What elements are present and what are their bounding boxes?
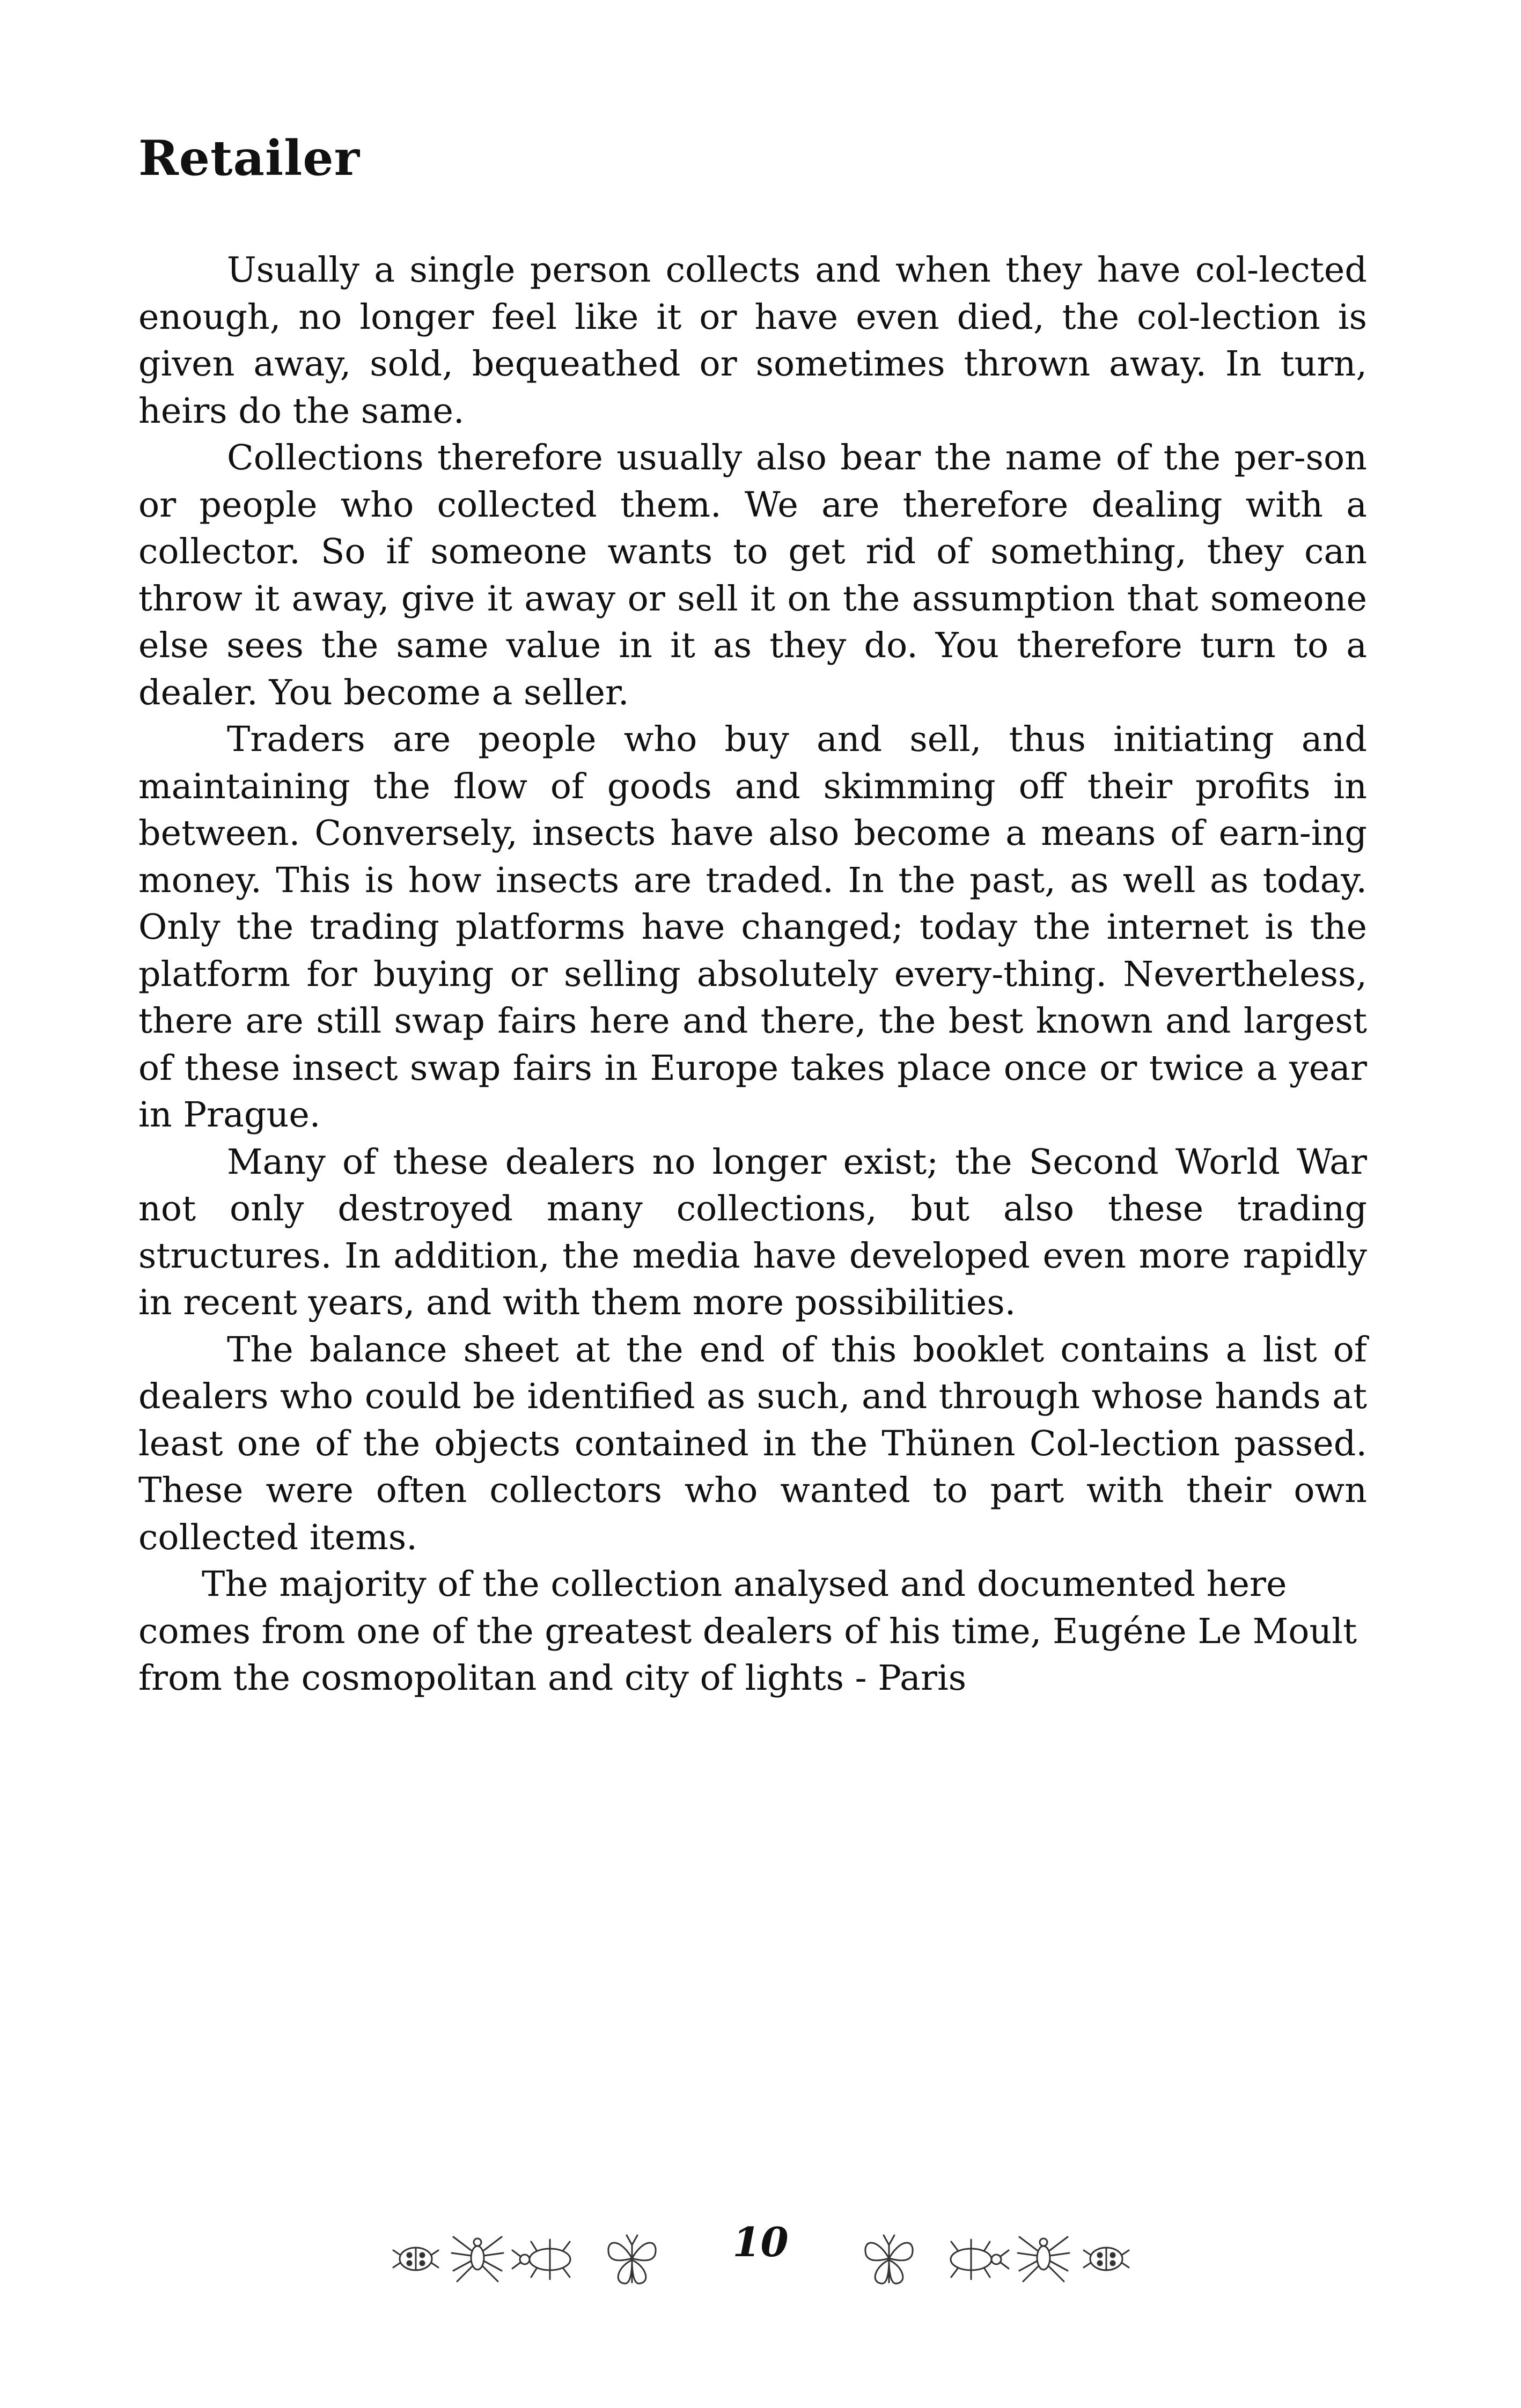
- section-heading: Retailer: [138, 130, 360, 187]
- beetle-icon: [951, 2240, 1009, 2279]
- paragraph-3: Traders are people who buy and sell, thus initiating and maintaining the flow of goods and skimming off their profits in between. Conversely, insects have also become a means of earn-ing money. This is how insects are traded. In the past, as well as today. Only the trading platforms have changed; today the internet is the platform for buying or selling absolutely every-thing. Nevertheless, there are still swap fairs here and there, the best known and largest of these insect swap fairs in Europe takes place once or twice a year in Prague.: [138, 719, 1367, 1135]
- page-footer: [0, 2207, 1521, 2293]
- beetle-icon: [512, 2240, 570, 2279]
- page-number: 10: [732, 2219, 789, 2266]
- spider-icon: [1018, 2237, 1069, 2281]
- paragraph-6: The majority of the collection analysed and documented here comes from one of the greatest dealers of his time, Eugéne Le Moult from the cosmopolitan and city of lights - Paris: [138, 1564, 1357, 1698]
- body-text: [138, 247, 1367, 1702]
- paragraph-1: Usually a single person collects and when they have col-lected enough, no longer feel like it or have even died, the col-lection is given away, sold, bequeathed or sometimes thrown away. In turn, heirs do the same.: [138, 250, 1367, 431]
- butterfly-icon: [865, 2235, 913, 2284]
- paragraph-5: The balance sheet at the end of this booklet contains a list of dealers who could be identified as such, and through whose hands at least one of the objects contained in the Thünen Col-lection passed. These were often collectors who wanted to part with their own collected items.: [138, 1329, 1367, 1558]
- paragraph-2: Collections therefore usually also bear the name of the per-son or people who collected them. We are therefore dealing with a collector. So if someone wants to get rid of something, they can throw it away, give it away or sell it on the assumption that someone else sees the same value in it as they do. You therefore turn to a dealer. You become a seller.: [138, 438, 1367, 713]
- paragraph-4: Many of these dealers no longer exist; the Second World War not only destroyed many collections, but also these trading structures. In addition, the media have developed even more rapidly in recent years, and with them more possibilities.: [138, 1142, 1367, 1323]
- spider-icon: [452, 2237, 503, 2281]
- ladybird-icon: [393, 2248, 438, 2270]
- butterfly-icon: [608, 2235, 656, 2284]
- ladybird-icon: [1084, 2248, 1129, 2270]
